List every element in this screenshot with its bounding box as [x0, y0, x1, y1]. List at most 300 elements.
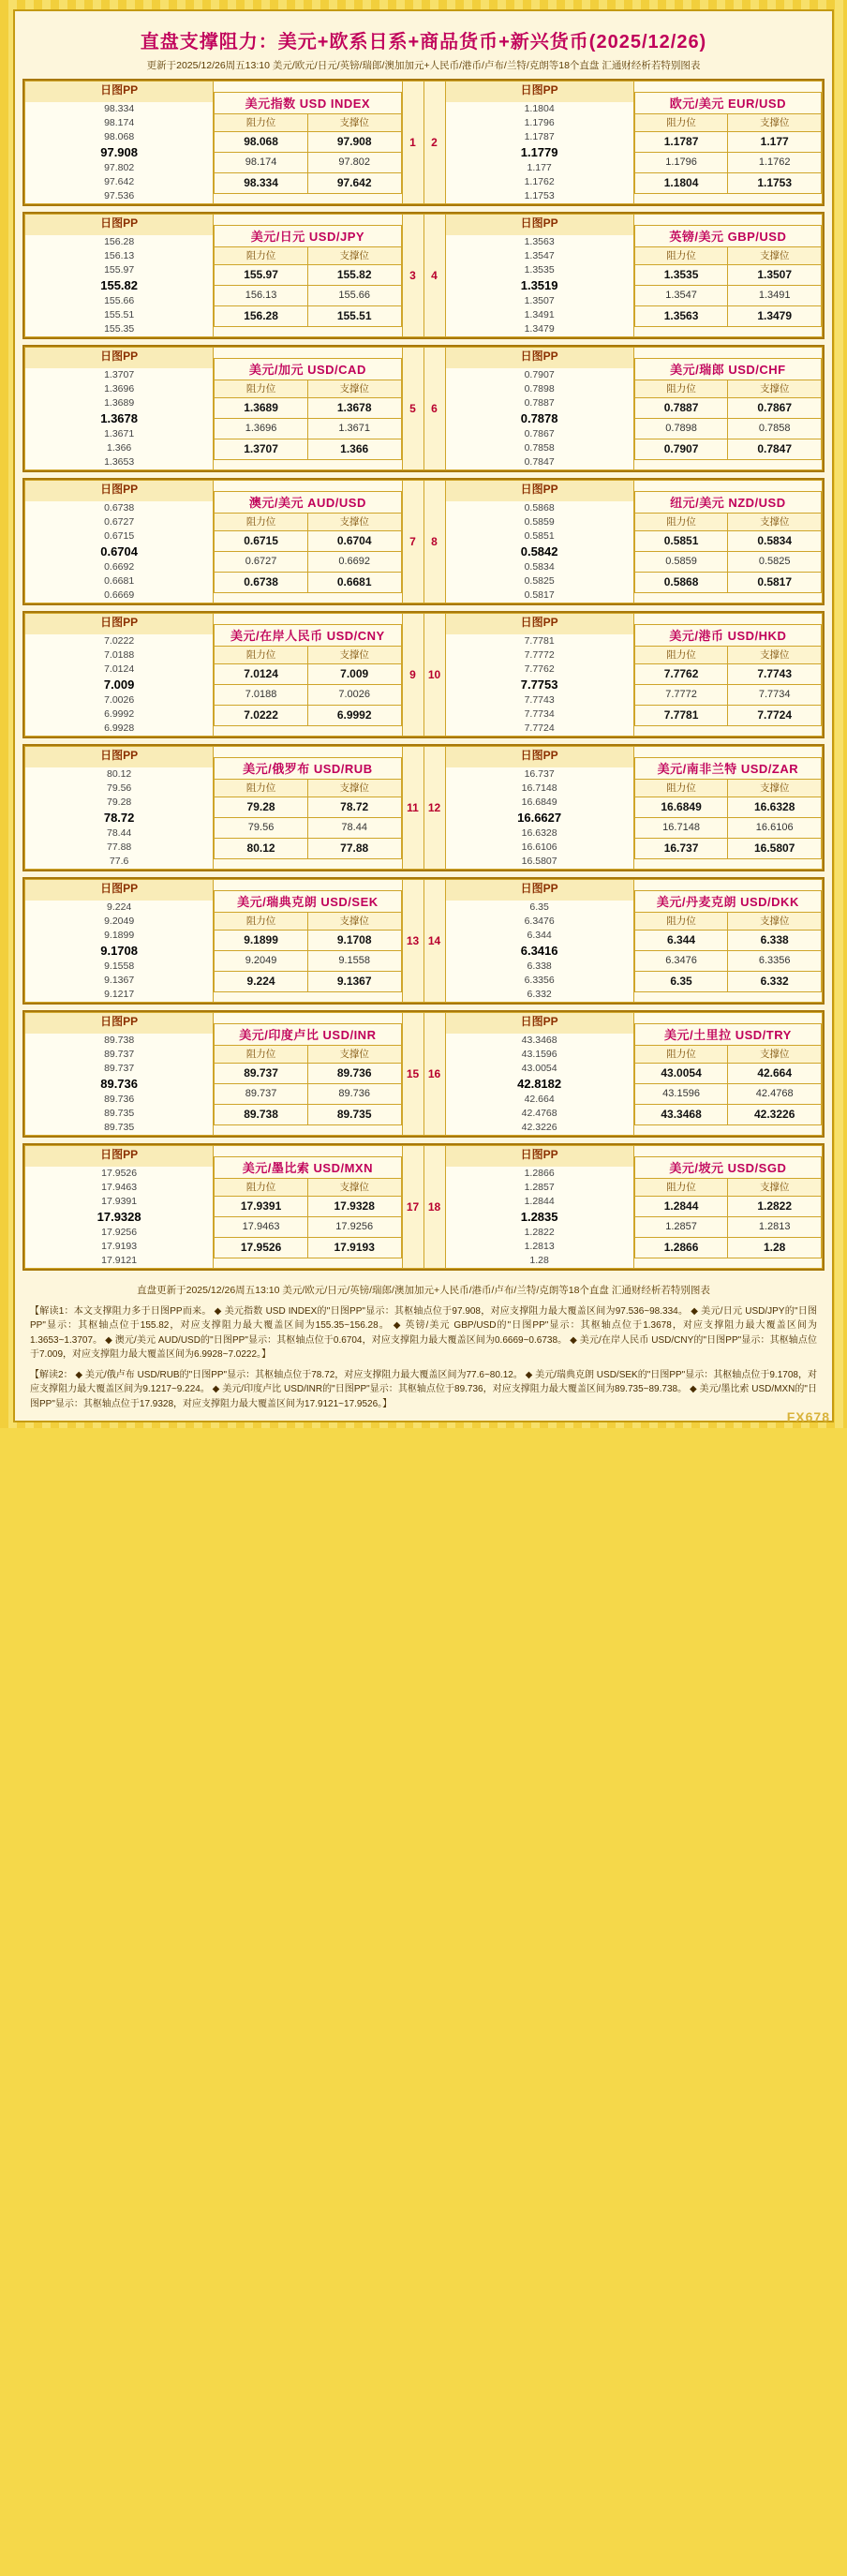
pp-column-left: [25, 215, 214, 337]
pp-level: 78.44: [25, 826, 213, 841]
resistance-value: 0.5859: [634, 551, 728, 572]
support-value: 155.51: [307, 305, 401, 326]
pp-level: 6.3416: [446, 943, 633, 960]
block-index-left: 9: [402, 614, 424, 737]
pp-level: 16.7148: [446, 782, 633, 796]
resistance-header: 阻力位: [634, 246, 728, 264]
resistance-value: 16.7148: [634, 817, 728, 838]
pp-header: 日图PP: [25, 215, 213, 235]
pp-header: 日图PP: [25, 614, 213, 634]
support-value: 1.177: [728, 131, 822, 152]
pp-level: 1.1787: [446, 130, 633, 144]
pair-title: 美元/加元 USD/CAD: [215, 358, 401, 380]
support-value: 17.9256: [307, 1216, 401, 1237]
support-value: 0.7867: [728, 397, 822, 418]
resistance-value: 7.0222: [215, 705, 308, 725]
pp-level: 6.344: [446, 929, 633, 943]
note-2: 【解读2： ◆ 美元/俄卢布 USD/RUB的"日图PP"显示：其枢轴点位于78.72，对应支撑阻力最大覆盖区间为77.6~80.12。 ◆ 美元/瑞典克朗 USD/SEK的"日图PP"显示：其枢轴点位于9.1708，对应支撑阻力最大覆盖区间为9.1217~9.224。 ◆ 美元/印度卢比 USD/INR的"日图PP"显示：其枢轴点位于89.736，对应支撑阻力最大覆盖区间为89.735~89.738。 ◆ 美元/墨比索 USD/MXN的"日图PP"显示：其枢轴点位于17.9328，对应支撑阻力最大覆盖区间为17.9121~17.9526。】: [30, 1369, 817, 1409]
pp-level: 7.0222: [25, 634, 213, 648]
pair-title: 美元/南非兰特 USD/ZAR: [634, 757, 821, 779]
support-value: 1.3479: [728, 305, 822, 326]
resistance-value: 0.7898: [634, 418, 728, 439]
pp-level: 0.7907: [446, 368, 633, 382]
currency-block: [22, 345, 825, 472]
pair-title: 美元/瑞典克朗 USD/SEK: [215, 890, 401, 912]
pp-level: 0.5868: [446, 501, 633, 515]
pp-level: 155.66: [25, 294, 213, 308]
pp-level: 78.72: [25, 810, 213, 826]
resistance-value: 16.6849: [634, 797, 728, 817]
pp-level: 0.6738: [25, 501, 213, 515]
support-value: 1.3671: [307, 418, 401, 439]
pp-header: 日图PP: [446, 82, 633, 102]
block-index-left: 7: [402, 481, 424, 603]
block-index-left: 1: [402, 82, 424, 204]
pp-level: 0.6715: [25, 529, 213, 543]
support-value: 1.3678: [307, 397, 401, 418]
pp-level: 7.0026: [25, 693, 213, 707]
resistance-value: 80.12: [215, 838, 308, 858]
resistance-value: 43.3468: [634, 1104, 728, 1124]
support-value: 6.338: [728, 930, 822, 950]
pp-level: 9.1708: [25, 943, 213, 960]
pp-level: 1.2822: [446, 1226, 633, 1240]
pp-level: 1.3678: [25, 410, 213, 427]
pp-level: 17.9328: [25, 1209, 213, 1226]
support-value: 0.5825: [728, 551, 822, 572]
pp-level: 0.6727: [25, 515, 213, 529]
resistance-value: 98.174: [215, 152, 308, 172]
resistance-value: 156.13: [215, 285, 308, 305]
currency-block: [22, 212, 825, 339]
resistance-value: 1.3535: [634, 264, 728, 285]
pair-title: 美元/印度卢比 USD/INR: [215, 1023, 401, 1045]
pair-table-right: [633, 880, 822, 1003]
pp-level: 155.35: [25, 322, 213, 336]
resistance-value: 0.5868: [634, 572, 728, 592]
pp-level: 89.735: [25, 1107, 213, 1121]
resistance-value: 0.6738: [215, 572, 308, 592]
pp-level: 0.7878: [446, 410, 633, 427]
pp-level: 7.7772: [446, 648, 633, 663]
support-value: 0.5834: [728, 530, 822, 551]
pp-header: 日图PP: [25, 1013, 213, 1034]
pair-table-right: [633, 348, 822, 470]
pp-column-right: [445, 880, 633, 1003]
pp-level: 1.1762: [446, 175, 633, 189]
support-header: 支撑位: [307, 113, 401, 131]
pp-level: 9.224: [25, 901, 213, 915]
pp-level: 16.6849: [446, 796, 633, 810]
pp-level: 9.1899: [25, 929, 213, 943]
resistance-value: 16.737: [634, 838, 728, 858]
pp-header: 日图PP: [446, 1013, 633, 1034]
pair-table-right: [633, 481, 822, 603]
support-value: 9.1558: [307, 950, 401, 971]
block-index-right: 10: [424, 614, 445, 737]
block-index-left: 5: [402, 348, 424, 470]
pp-level: 1.1796: [446, 116, 633, 130]
resistance-value: 1.2844: [634, 1196, 728, 1216]
support-value: 17.9328: [307, 1196, 401, 1216]
resistance-value: 6.3476: [634, 950, 728, 971]
block-index-right: 4: [424, 215, 445, 337]
resistance-value: 0.6715: [215, 530, 308, 551]
currency-block: [22, 1010, 825, 1138]
resistance-value: 0.7887: [634, 397, 728, 418]
currency-block: [22, 877, 825, 1005]
resistance-header: 阻力位: [634, 646, 728, 663]
pp-column-left: [25, 348, 214, 470]
pair-table-left: [214, 481, 402, 603]
support-header: 支撑位: [728, 113, 822, 131]
pp-level: 97.536: [25, 189, 213, 203]
pair-title: 美元指数 USD INDEX: [215, 92, 401, 113]
resistance-value: 79.56: [215, 817, 308, 838]
pair-title: 美元/俄罗布 USD/RUB: [215, 757, 401, 779]
resistance-header: 阻力位: [634, 113, 728, 131]
pair-table-left: [214, 82, 402, 204]
resistance-value: 0.5851: [634, 530, 728, 551]
pp-level: 1.366: [25, 441, 213, 455]
pp-column-right: [445, 1146, 633, 1269]
resistance-header: 阻力位: [215, 1178, 308, 1196]
support-value: 77.88: [307, 838, 401, 858]
support-value: 0.7847: [728, 439, 822, 459]
pp-level: 42.4768: [446, 1107, 633, 1121]
block-index-right: 12: [424, 747, 445, 870]
pair-table-right: [633, 215, 822, 337]
support-header: 支撑位: [307, 513, 401, 530]
pp-level: 155.51: [25, 308, 213, 322]
pp-level: 0.6692: [25, 560, 213, 574]
pp-column-right: [445, 348, 633, 470]
pp-column-left: [25, 880, 214, 1003]
pp-level: 80.12: [25, 767, 213, 782]
resistance-value: 17.9391: [215, 1196, 308, 1216]
pp-level: 16.5807: [446, 855, 633, 869]
support-header: 支撑位: [728, 912, 822, 930]
pp-column-left: [25, 481, 214, 603]
pp-level: 1.3479: [446, 322, 633, 336]
resistance-value: 1.3707: [215, 439, 308, 459]
pair-title: 美元/丹麦克朗 USD/DKK: [634, 890, 821, 912]
resistance-value: 1.2866: [634, 1237, 728, 1258]
resistance-value: 1.3689: [215, 397, 308, 418]
pp-level: 1.3519: [446, 277, 633, 294]
block-index-right: 6: [424, 348, 445, 470]
support-value: 0.6704: [307, 530, 401, 551]
pp-level: 1.3707: [25, 368, 213, 382]
pair-table-left: [214, 1146, 402, 1269]
currency-block: [22, 478, 825, 605]
pair-title: 美元/墨比索 USD/MXN: [215, 1156, 401, 1178]
pp-level: 6.338: [446, 960, 633, 974]
pp-level: 9.1367: [25, 974, 213, 988]
resistance-header: 阻力位: [215, 246, 308, 264]
pp-level: 1.177: [446, 161, 633, 175]
pp-header: 日图PP: [25, 1146, 213, 1167]
pair-title: 欧元/美元 EUR/USD: [634, 92, 821, 113]
pp-header: 日图PP: [446, 614, 633, 634]
pp-level: 89.736: [25, 1076, 213, 1093]
resistance-value: 7.7762: [634, 663, 728, 684]
block-index-right: 8: [424, 481, 445, 603]
pp-level: 6.35: [446, 901, 633, 915]
support-header: 支撑位: [728, 1045, 822, 1063]
resistance-value: 43.0054: [634, 1063, 728, 1083]
support-value: 7.7724: [728, 705, 822, 725]
pp-header: 日图PP: [25, 82, 213, 102]
pair-table-left: [214, 215, 402, 337]
support-value: 1.3491: [728, 285, 822, 305]
support-value: 0.7858: [728, 418, 822, 439]
support-header: 支撑位: [307, 646, 401, 663]
block-index-right: 2: [424, 82, 445, 204]
pp-level: 79.56: [25, 782, 213, 796]
pp-level: 6.9992: [25, 707, 213, 722]
pair-table-left: [214, 1013, 402, 1136]
pp-level: 156.13: [25, 249, 213, 263]
resistance-value: 17.9463: [215, 1216, 308, 1237]
resistance-value: 79.28: [215, 797, 308, 817]
support-header: 支撑位: [728, 1178, 822, 1196]
pp-column-left: [25, 82, 214, 204]
pp-level: 6.3476: [446, 915, 633, 929]
support-value: 78.72: [307, 797, 401, 817]
pp-level: 77.88: [25, 841, 213, 855]
pp-level: 1.2857: [446, 1181, 633, 1195]
support-value: 155.66: [307, 285, 401, 305]
pp-header: 日图PP: [446, 1146, 633, 1167]
pp-header: 日图PP: [25, 880, 213, 901]
pp-level: 97.642: [25, 175, 213, 189]
pp-level: 79.28: [25, 796, 213, 810]
blocks-container: [22, 79, 825, 1271]
pp-column-left: [25, 1013, 214, 1136]
support-value: 0.6681: [307, 572, 401, 592]
pp-header: 日图PP: [25, 348, 213, 368]
support-value: 6.9992: [307, 705, 401, 725]
resistance-value: 1.3563: [634, 305, 728, 326]
block-index-left: 3: [402, 215, 424, 337]
pp-level: 156.28: [25, 235, 213, 249]
support-header: 支撑位: [728, 779, 822, 797]
pp-level: 89.738: [25, 1034, 213, 1048]
resistance-value: 17.9526: [215, 1237, 308, 1258]
pp-column-right: [445, 747, 633, 870]
block-index-right: 18: [424, 1146, 445, 1269]
pp-level: 7.0124: [25, 663, 213, 677]
pp-level: 0.6669: [25, 588, 213, 603]
support-value: 9.1708: [307, 930, 401, 950]
pp-level: 17.9391: [25, 1195, 213, 1209]
resistance-header: 阻力位: [634, 912, 728, 930]
pp-level: 1.2844: [446, 1195, 633, 1209]
pp-level: 1.1779: [446, 144, 633, 161]
support-value: 155.82: [307, 264, 401, 285]
pp-level: 1.3491: [446, 308, 633, 322]
pair-title: 纽元/美元 NZD/USD: [634, 491, 821, 513]
pp-level: 1.3547: [446, 249, 633, 263]
support-header: 支撑位: [307, 380, 401, 397]
pp-level: 6.9928: [25, 722, 213, 736]
pair-table-left: [214, 614, 402, 737]
resistance-value: 89.737: [215, 1083, 308, 1104]
pp-level: 17.9121: [25, 1254, 213, 1268]
pp-level: 0.5834: [446, 560, 633, 574]
pp-level: 1.3507: [446, 294, 633, 308]
support-header: 支撑位: [307, 912, 401, 930]
support-value: 16.6106: [728, 817, 822, 838]
resistance-header: 阻力位: [634, 513, 728, 530]
pp-header: 日图PP: [25, 481, 213, 501]
pp-column-right: [445, 1013, 633, 1136]
pp-level: 16.6106: [446, 841, 633, 855]
resistance-value: 1.3547: [634, 285, 728, 305]
pp-level: 1.28: [446, 1254, 633, 1268]
support-value: 42.664: [728, 1063, 822, 1083]
pp-level: 98.334: [25, 102, 213, 116]
resistance-header: 阻力位: [215, 646, 308, 663]
pp-level: 1.2813: [446, 1240, 633, 1254]
resistance-header: 阻力位: [215, 1045, 308, 1063]
resistance-value: 9.224: [215, 971, 308, 991]
pp-level: 17.9193: [25, 1240, 213, 1254]
support-value: 6.332: [728, 971, 822, 991]
pp-level: 17.9256: [25, 1226, 213, 1240]
brand-watermark: FX678: [786, 1409, 830, 1425]
support-header: 支撑位: [728, 646, 822, 663]
pp-level: 0.5842: [446, 543, 633, 560]
pp-header: 日图PP: [25, 747, 213, 767]
pair-table-right: [633, 1146, 822, 1269]
resistance-value: 156.28: [215, 305, 308, 326]
support-value: 1.3507: [728, 264, 822, 285]
resistance-value: 98.068: [215, 131, 308, 152]
currency-block: [22, 744, 825, 871]
pair-title: 美元/在岸人民币 USD/CNY: [215, 624, 401, 646]
pp-level: 97.908: [25, 144, 213, 161]
support-value: 7.0026: [307, 684, 401, 705]
pp-level: 0.6704: [25, 543, 213, 560]
resistance-value: 1.3696: [215, 418, 308, 439]
pp-level: 16.6328: [446, 826, 633, 841]
support-value: 1.2822: [728, 1196, 822, 1216]
pp-level: 7.009: [25, 677, 213, 693]
pp-column-left: [25, 747, 214, 870]
pair-table-right: [633, 1013, 822, 1136]
pp-level: 155.97: [25, 263, 213, 277]
support-value: 42.3226: [728, 1104, 822, 1124]
resistance-value: 98.334: [215, 172, 308, 193]
support-header: 支撑位: [728, 246, 822, 264]
pp-level: 7.7743: [446, 693, 633, 707]
pp-level: 17.9463: [25, 1181, 213, 1195]
resistance-header: 阻力位: [215, 912, 308, 930]
pp-level: 0.6681: [25, 574, 213, 588]
pair-title: 美元/港币 USD/HKD: [634, 624, 821, 646]
pp-level: 89.736: [25, 1093, 213, 1107]
pair-title: 英镑/美元 GBP/USD: [634, 225, 821, 246]
resistance-value: 1.1804: [634, 172, 728, 193]
support-header: 支撑位: [728, 380, 822, 397]
pp-column-left: [25, 1146, 214, 1269]
pp-level: 0.7858: [446, 441, 633, 455]
support-value: 16.5807: [728, 838, 822, 858]
pp-header: 日图PP: [446, 215, 633, 235]
support-value: 1.1762: [728, 152, 822, 172]
pp-level: 1.2835: [446, 1209, 633, 1226]
support-value: 89.736: [307, 1083, 401, 1104]
poster-inner: [13, 9, 834, 1425]
pp-level: 1.3696: [25, 382, 213, 396]
support-value: 1.1753: [728, 172, 822, 193]
pp-level: 42.8182: [446, 1076, 633, 1093]
pp-level: 89.737: [25, 1062, 213, 1076]
resistance-value: 0.6727: [215, 551, 308, 572]
resistance-header: 阻力位: [634, 1045, 728, 1063]
resistance-value: 1.1787: [634, 131, 728, 152]
support-value: 97.642: [307, 172, 401, 193]
support-value: 1.366: [307, 439, 401, 459]
pp-level: 98.068: [25, 130, 213, 144]
pp-header: 日图PP: [446, 747, 633, 767]
resistance-header: 阻力位: [215, 513, 308, 530]
pp-level: 7.7781: [446, 634, 633, 648]
pp-level: 42.3226: [446, 1121, 633, 1135]
pp-level: 0.5851: [446, 529, 633, 543]
resistance-value: 1.2857: [634, 1216, 728, 1237]
support-value: 0.6692: [307, 551, 401, 572]
support-value: 97.908: [307, 131, 401, 152]
pp-level: 43.0054: [446, 1062, 633, 1076]
support-header: 支撑位: [307, 1045, 401, 1063]
pp-level: 7.0188: [25, 648, 213, 663]
page-subtitle: 更新于2025/12/26周五13:10 美元/欧元/日元/英镑/瑞郎/澳加加元+人民币/港币/卢布/兰特/克朗等18个直盘 汇通财经析若特别图表: [146, 60, 701, 71]
block-index-left: 11: [402, 747, 424, 870]
resistance-header: 阻力位: [634, 380, 728, 397]
support-header: 支撑位: [307, 779, 401, 797]
pp-level: 17.9526: [25, 1167, 213, 1181]
pp-level: 43.1596: [446, 1048, 633, 1062]
pp-level: 43.3468: [446, 1034, 633, 1048]
support-value: 0.5817: [728, 572, 822, 592]
pp-level: 89.735: [25, 1121, 213, 1135]
support-value: 16.6328: [728, 797, 822, 817]
pp-level: 0.7867: [446, 427, 633, 441]
resistance-value: 9.2049: [215, 950, 308, 971]
pp-level: 1.2866: [446, 1167, 633, 1181]
block-index-left: 17: [402, 1146, 424, 1269]
pp-level: 9.2049: [25, 915, 213, 929]
resistance-value: 6.344: [634, 930, 728, 950]
pp-level: 16.6627: [446, 810, 633, 826]
pp-level: 7.7734: [446, 707, 633, 722]
pp-level: 0.7847: [446, 455, 633, 469]
resistance-value: 1.1796: [634, 152, 728, 172]
resistance-value: 43.1596: [634, 1083, 728, 1104]
pair-title: 美元/日元 USD/JPY: [215, 225, 401, 246]
pp-level: 9.1558: [25, 960, 213, 974]
support-value: 97.802: [307, 152, 401, 172]
pp-level: 7.7724: [446, 722, 633, 736]
pair-title: 美元/瑞郎 USD/CHF: [634, 358, 821, 380]
pp-level: 6.3356: [446, 974, 633, 988]
pp-level: 1.3535: [446, 263, 633, 277]
pp-level: 6.332: [446, 988, 633, 1002]
resistance-header: 阻力位: [215, 380, 308, 397]
